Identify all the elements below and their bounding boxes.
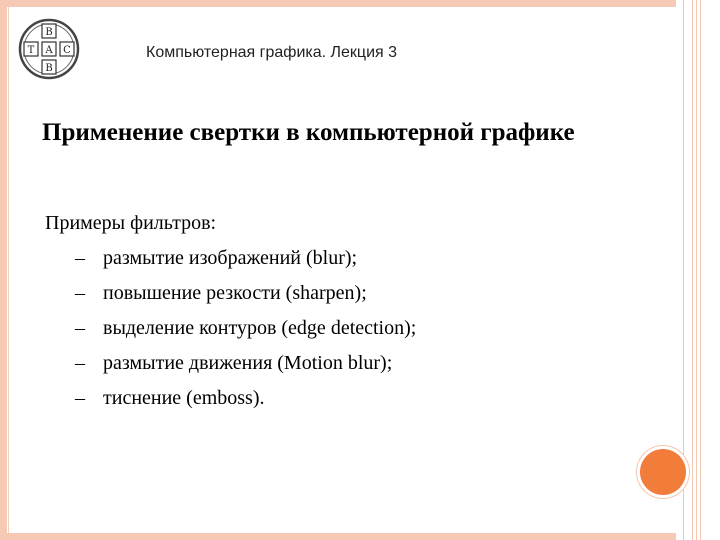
- logo-letter-bottom: В: [45, 63, 53, 74]
- list-item-text: тиснение (emboss).: [103, 387, 265, 409]
- frame-inner-line: [8, 7, 9, 533]
- list-item-text: повышение резкости (sharpen);: [103, 282, 367, 304]
- list-item: [75, 316, 416, 351]
- right-stripe: [700, 0, 701, 540]
- right-stripe: [683, 0, 684, 540]
- bullet-dash: –: [75, 247, 85, 269]
- bullet-dash: –: [75, 282, 85, 304]
- bullet-dash: –: [75, 352, 85, 374]
- list-item: [75, 281, 416, 316]
- logo-letter-center: А: [45, 45, 53, 56]
- lecture-header: Компьютерная графика. Лекция 3: [146, 44, 398, 61]
- list-item: [75, 351, 416, 386]
- list-item-text: выделение контуров (edge detection);: [103, 317, 417, 339]
- right-stripe: [692, 0, 693, 540]
- slide-title: Применение свертки в компьютерной графике: [42, 119, 575, 146]
- list-item-text: размытие изображений (blur);: [103, 247, 358, 269]
- list-item-text: размытие движения (Motion blur);: [103, 352, 393, 374]
- right-stripe: [696, 0, 697, 540]
- filter-list: [75, 246, 416, 421]
- list-item: [75, 246, 416, 281]
- logo-letter-right: С: [63, 45, 71, 56]
- logo-letter-left: Т: [27, 45, 35, 56]
- bullet-dash: –: [75, 317, 85, 339]
- intro-text: Примеры фильтров:: [45, 212, 217, 234]
- university-logo: [18, 18, 80, 80]
- bullet-dash: –: [75, 387, 85, 409]
- list-item: [75, 386, 416, 421]
- accent-circle: [640, 449, 686, 495]
- logo-letter-top: В: [45, 27, 53, 38]
